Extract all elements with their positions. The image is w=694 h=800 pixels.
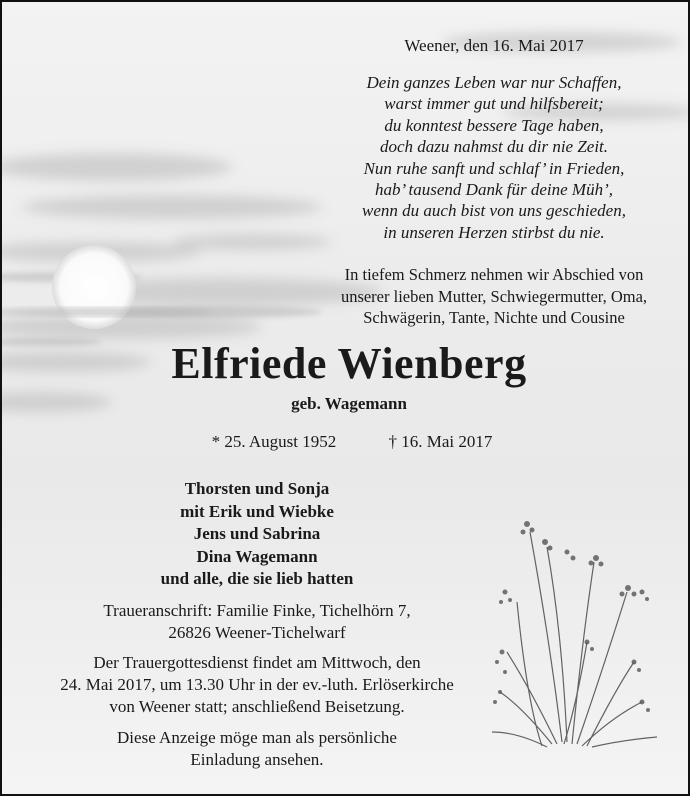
service-line: 24. Mai 2017, um 13.30 Uhr in der ev.-luth. Erlöserkirche: [60, 675, 454, 694]
poem-line: Dein ganzes Leben war nur Schaffen,: [366, 73, 622, 92]
mourner-line: Jens und Sabrina: [193, 524, 321, 543]
grass-drawing: [492, 532, 657, 747]
mourning-address: [82, 600, 432, 644]
address-line: 26826 Weener-Tichelwarf: [168, 623, 346, 642]
farewell-text: [294, 264, 690, 329]
poem-line: Nun ruhe sanft und schlaf’ in Frieden,: [363, 158, 625, 178]
farewell-line: In tiefem Schmerz nehmen wir Abschied von: [344, 265, 644, 284]
mourners-list: [82, 478, 432, 591]
closing-line: Diese Anzeige möge man als persönliche: [117, 728, 397, 747]
closing-note: [62, 727, 452, 771]
address-line: Traueranschrift: Familie Finke, Tichelhörn 7,: [103, 601, 411, 620]
place-and-date: Weener, den 16. Mai 2017: [404, 36, 584, 55]
service-line: Der Trauergottesdienst findet am Mittwoch, den: [93, 653, 421, 672]
flower-heads: [493, 521, 650, 712]
mourner-line: Dina Wagemann: [196, 546, 318, 566]
service-line: von Weener statt; anschließend Beisetzung.: [109, 697, 405, 716]
poem-line: wenn du auch bist von uns geschieden,: [362, 201, 626, 221]
closing-line: Einladung ansehen.: [190, 750, 324, 769]
life-dates: [202, 432, 502, 452]
mourner-line: mit Erik und Wiebke: [180, 501, 334, 521]
birth-name: geb. Wagemann: [291, 394, 407, 413]
mourner-line: und alle, die sie lieb hatten: [160, 569, 354, 588]
farewell-line: unserer lieben Mutter, Schwiegermutter, Oma,: [340, 286, 648, 306]
poem-line: hab’ tausend Dank für deine Müh’,: [375, 180, 613, 200]
death-date: † 16. Mai 2017: [388, 432, 493, 451]
poem-line: in unseren Herzen stirbst du nie.: [383, 222, 605, 242]
poem-line: doch dazu nahmst du dir nie Zeit.: [379, 137, 609, 157]
poem: [294, 72, 690, 243]
poem-line: du konntest bessere Tage haben,: [384, 115, 604, 135]
mourner-line: Thorsten und Sonja: [184, 479, 330, 498]
poem-line: warst immer gut und hilfsbereit;: [384, 94, 604, 114]
farewell-line: Schwägerin, Tante, Nichte und Cousine: [363, 308, 625, 327]
birth-date: * 25. August 1952: [211, 432, 337, 451]
deceased-name: Elfriede Wienberg: [171, 339, 527, 388]
funeral-service-info: [42, 652, 472, 718]
